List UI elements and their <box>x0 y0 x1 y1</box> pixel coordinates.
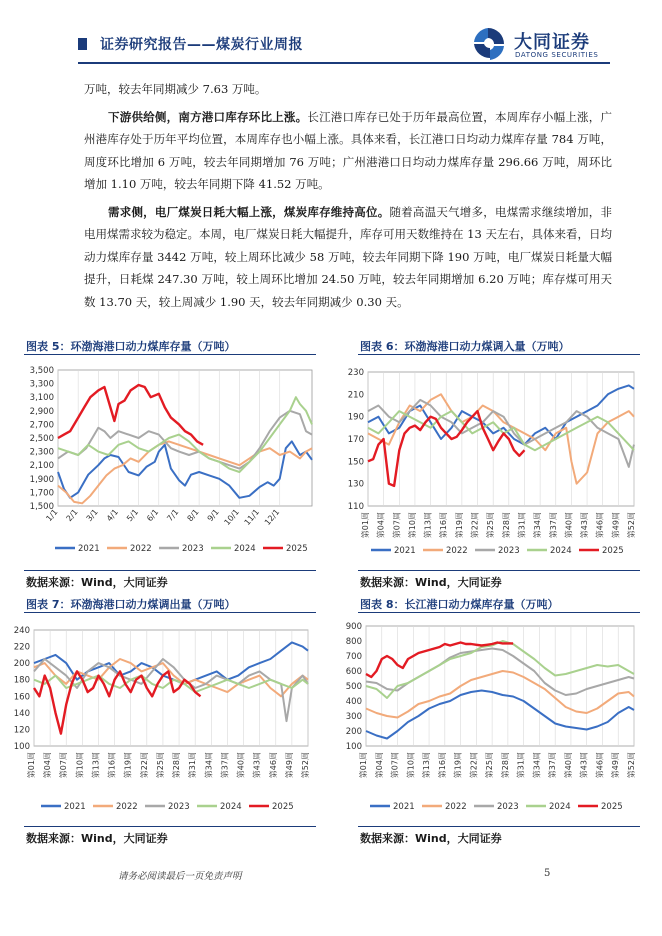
x-tick-label: 第16周 <box>107 752 117 779</box>
y-tick-label: 100 <box>13 742 30 752</box>
y-tick-label: 3,500 <box>29 366 54 376</box>
chart5-title-rule <box>24 354 316 355</box>
y-tick-label: 1,900 <box>29 474 54 485</box>
chart7-title-rule <box>24 612 316 613</box>
y-tick-label: 200 <box>345 727 362 737</box>
chart6-title-rule <box>358 354 640 355</box>
x-tick-label: 第07周 <box>59 752 69 779</box>
legend-label-2023: 2023 <box>168 802 190 812</box>
x-tick-label: 第19周 <box>453 752 463 779</box>
chart8-title-rule <box>358 612 640 613</box>
chart6-bottom-rule <box>358 570 640 571</box>
x-tick-label: 1/1 <box>44 507 60 524</box>
x-tick-label: 第37周 <box>548 512 558 539</box>
body-text <box>84 78 612 313</box>
legend-label-2023: 2023 <box>497 802 519 812</box>
x-tick-label: 第16周 <box>437 752 447 779</box>
x-tick-label: 9/1 <box>205 507 221 524</box>
y-tick-label: 2,100 <box>29 461 54 472</box>
x-tick-label: 第04周 <box>376 512 386 539</box>
legend-label-2024: 2024 <box>550 546 572 556</box>
series-line-2023 <box>34 659 308 721</box>
y-tick-label: 100 <box>345 742 362 752</box>
chart7-source: 数据来源：Wind，大同证券 <box>26 832 168 845</box>
disclaimer-footer: 请务必阅读最后一页免责声明 <box>118 871 242 882</box>
x-tick-label: 4/1 <box>104 507 121 524</box>
x-tick-label: 第10周 <box>75 752 85 779</box>
y-tick-label: 120 <box>13 725 30 736</box>
chart6-title: 图表 6：环渤海港口动力煤调入量（万吨） <box>360 340 570 353</box>
legend-label-2021: 2021 <box>393 802 415 812</box>
paragraph-downstream <box>84 106 612 196</box>
chart8-source: 数据来源：Wind，大同证券 <box>360 832 502 845</box>
x-tick-label: 第31周 <box>188 752 198 779</box>
x-tick-label: 第37周 <box>220 752 230 779</box>
x-tick-label: 第40周 <box>563 752 573 779</box>
page-header <box>0 0 662 72</box>
report-title: 证券研究报告——煤炭行业周报 <box>100 37 303 53</box>
x-tick-label: 第34周 <box>533 512 543 539</box>
x-tick-label: 7/1 <box>165 507 181 524</box>
x-tick-label: 第25周 <box>485 752 495 779</box>
x-tick-label: 第01周 <box>27 752 36 779</box>
x-tick-label: 第34周 <box>532 752 542 779</box>
x-tick-label: 第16周 <box>439 512 449 539</box>
paragraph-downstream-text: 长江港口库存已处于历年最高位置，本周库存小幅上涨，广州港库存处于历年平均位置，本周库存也小幅上涨。具体来看，长江港口日均动力煤库存量 784 万吨，周度环比增加 6 万吨，较去年同期增加 76 万吨；广州港港口日均动力煤库存量 296.66 万吨，周环比增加 1.10 万吨，较去年同期下降 41.52 万吨。 <box>84 109 612 191</box>
chart7-title: 图表 7：环渤海港口动力煤调出量（万吨） <box>26 598 236 611</box>
y-tick-label: 200 <box>13 659 30 670</box>
y-tick-label: 400 <box>345 697 362 707</box>
y-tick-label: 300 <box>345 712 362 722</box>
x-tick-label: 第07周 <box>392 512 402 539</box>
x-tick-label: 第43周 <box>580 512 590 539</box>
x-tick-label: 第01周 <box>359 752 368 779</box>
chart5-svg <box>24 358 320 568</box>
legend-label-2023: 2023 <box>182 544 204 554</box>
legend-label-2022: 2022 <box>130 544 152 554</box>
x-tick-label: 第10周 <box>407 512 417 539</box>
y-tick-label: 240 <box>13 626 30 636</box>
x-tick-label: 第28周 <box>500 752 510 779</box>
legend-label-2021: 2021 <box>64 802 86 812</box>
x-tick-label: 第37周 <box>548 752 558 779</box>
x-tick-label: 2/1 <box>64 507 80 524</box>
header-square-icon <box>78 38 87 50</box>
x-tick-label: 第04周 <box>374 752 384 779</box>
series-line-2021 <box>366 691 634 739</box>
x-tick-label: 第04周 <box>43 752 53 779</box>
y-tick-label: 2,700 <box>29 420 54 431</box>
legend-label-2024: 2024 <box>234 544 256 554</box>
x-tick-label: 第19周 <box>123 752 133 779</box>
x-tick-label: 第22周 <box>469 752 479 779</box>
chart7-bottom-rule <box>24 826 316 827</box>
y-tick-label: 500 <box>345 682 362 692</box>
paragraph-demand-heading: 需求侧，电厂煤炭日耗大幅上涨，煤炭库存维持高位。 <box>108 204 390 219</box>
y-tick-label: 150 <box>347 457 364 468</box>
chart6-svg <box>334 358 644 568</box>
y-tick-label: 130 <box>347 479 364 490</box>
y-tick-label: 600 <box>345 667 362 677</box>
chart7-svg <box>4 616 320 824</box>
x-tick-label: 第25周 <box>155 752 165 779</box>
legend-label-2025: 2025 <box>286 544 308 554</box>
x-tick-label: 第49周 <box>611 512 621 539</box>
legend-label-2023: 2023 <box>498 546 520 556</box>
x-tick-label: 第40周 <box>236 752 246 779</box>
x-tick-label: 第07周 <box>390 752 400 779</box>
x-tick-label: 第13周 <box>422 752 432 779</box>
x-tick-label: 11/1 <box>242 507 262 528</box>
y-tick-label: 2,300 <box>29 447 54 458</box>
y-tick-label: 220 <box>13 642 30 653</box>
y-tick-label: 900 <box>345 622 362 632</box>
x-tick-label: 10/1 <box>222 507 241 528</box>
y-tick-label: 3,100 <box>29 393 54 404</box>
plot-frame <box>34 630 308 746</box>
chart5-source: 数据来源：Wind，大同证券 <box>26 576 168 589</box>
legend-label-2024: 2024 <box>220 802 242 812</box>
series-line-2024 <box>58 397 312 472</box>
logo-english-name: DATONG SECURITIES <box>515 51 599 59</box>
logo-chinese-name: 大同证券 <box>514 32 590 53</box>
x-tick-label: 第46周 <box>268 752 278 779</box>
x-tick-label: 第13周 <box>423 512 433 539</box>
legend-label-2024: 2024 <box>549 802 571 812</box>
y-tick-label: 180 <box>13 675 30 686</box>
x-tick-label: 第31周 <box>516 752 526 779</box>
x-tick-label: 第28周 <box>501 512 511 539</box>
legend-label-2025: 2025 <box>272 802 294 812</box>
y-tick-label: 800 <box>345 637 362 647</box>
y-tick-label: 1,700 <box>29 488 54 499</box>
chart8-svg <box>334 616 644 824</box>
x-tick-label: 第43周 <box>252 752 262 779</box>
y-tick-label: 190 <box>347 412 364 423</box>
y-tick-label: 700 <box>345 652 362 662</box>
y-tick-label: 2,500 <box>29 434 54 444</box>
x-tick-label: 第25周 <box>486 512 496 539</box>
x-tick-label: 第49周 <box>284 752 294 779</box>
x-tick-label: 第31周 <box>517 512 527 539</box>
x-tick-label: 第19周 <box>454 512 464 539</box>
x-tick-label: 第46周 <box>595 752 605 779</box>
chart6-source: 数据来源：Wind，大同证券 <box>360 576 502 589</box>
chart5-title: 图表 5：环渤海港口动力煤库存量（万吨） <box>26 340 236 353</box>
x-tick-label: 第22周 <box>139 752 149 779</box>
x-tick-label: 8/1 <box>185 507 201 524</box>
x-tick-label: 第46周 <box>595 512 605 539</box>
header-divider <box>78 62 610 64</box>
y-tick-label: 2,900 <box>29 406 54 417</box>
x-tick-label: 第52周 <box>627 752 636 779</box>
y-tick-label: 110 <box>347 502 364 512</box>
y-tick-label: 3,300 <box>29 379 54 390</box>
chart8-title: 图表 8：长江港口动力煤库存量（万吨） <box>360 598 559 611</box>
x-tick-label: 第34周 <box>204 752 214 779</box>
paragraph-0: 万吨，较去年同期减少 7.63 万吨。 <box>84 82 267 96</box>
legend-label-2025: 2025 <box>602 546 624 556</box>
x-tick-label: 5/1 <box>124 507 141 524</box>
chart8-bottom-rule <box>358 826 640 827</box>
x-tick-label: 6/1 <box>145 507 161 524</box>
x-tick-label: 第52周 <box>627 512 636 539</box>
x-tick-label: 第52周 <box>301 752 310 779</box>
legend-label-2021: 2021 <box>78 544 100 554</box>
legend-label-2022: 2022 <box>446 546 468 556</box>
x-tick-label: 3/1 <box>84 507 100 524</box>
y-tick-label: 170 <box>347 435 364 445</box>
legend-label-2022: 2022 <box>445 802 467 812</box>
y-tick-label: 140 <box>13 708 30 719</box>
legend-label-2025: 2025 <box>601 802 623 812</box>
x-tick-label: 12/1 <box>262 507 282 528</box>
y-tick-label: 210 <box>347 390 364 401</box>
legend-label-2021: 2021 <box>394 546 416 556</box>
x-tick-label: 第49周 <box>611 752 621 779</box>
chart5-bottom-rule <box>24 570 316 571</box>
x-tick-label: 第10周 <box>406 752 416 779</box>
paragraph-demand <box>84 201 612 314</box>
y-tick-label: 160 <box>13 692 30 703</box>
y-tick-label: 230 <box>347 368 364 378</box>
legend-label-2022: 2022 <box>116 802 138 812</box>
paragraph-downstream-heading: 下游供给侧，南方港口库存环比上涨。 <box>108 109 308 124</box>
page-number: 5 <box>544 868 551 879</box>
paragraph-demand-text: 随着高温天气增多，电煤需求继续增加，非电用煤需求较为稳定。本周，电厂煤炭日耗大幅提升，库存可用天数维持在 13 天左右，具体来看，日均动力煤库存量 3442 万吨，较上周环比减少 58 万吨，较去年同期下降 190 万吨，电厂煤炭日耗量大幅提升，日耗煤 247.30 万吨，较上周环比增加 24.50 万吨，较去年同期增加 6.20 万吨；库存煤可用天数 13.70 天，较上周减少 1.90 天，较去年同期减少 0.30 天。 <box>84 204 613 309</box>
x-tick-label: 第28周 <box>172 752 182 779</box>
x-tick-label: 第13周 <box>91 752 101 779</box>
x-tick-label: 第01周 <box>361 512 370 539</box>
x-tick-label: 第22周 <box>470 512 480 539</box>
x-tick-label: 第40周 <box>564 512 574 539</box>
y-tick-label: 1,500 <box>29 502 54 512</box>
x-tick-label: 第43周 <box>579 752 589 779</box>
